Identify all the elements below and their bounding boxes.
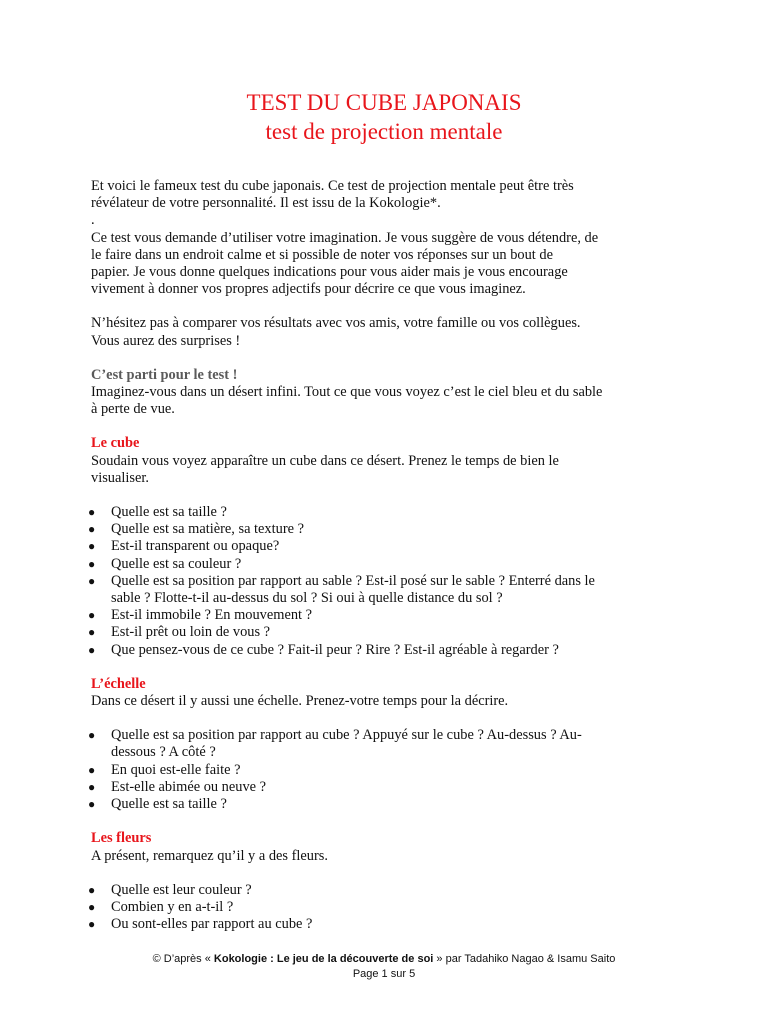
section-heading-start: C’est parti pour le test !	[91, 366, 238, 383]
list-item	[88, 641, 681, 659]
start-line: à perte de vue.	[91, 401, 175, 418]
question-text: Quelle est sa taille ?	[111, 504, 227, 521]
flowers-line: A présent, remarquez qu’il y a des fleurs.	[91, 847, 328, 864]
question-text: Est-il immobile ? En mouvement ?	[111, 607, 313, 624]
cube-line: Soudain vous voyez apparaître un cube dans ce désert. Prenez le temps de bien le	[91, 452, 559, 469]
list-item-continuation	[91, 744, 681, 761]
page-subtitle: test de projection mentale	[265, 119, 503, 144]
bullet-icon: ●	[88, 505, 96, 520]
footer-book-title: Kokologie : Le jeu de la découverte de soi	[213, 953, 434, 965]
question-text: Quelle est sa position par rapport au cube ? Appuyé sur le cube ? Au-dessus ? Au-	[111, 727, 582, 744]
footer-prefix: © D’après «	[152, 953, 214, 965]
intro-line: Ce test vous demande d’utiliser votre imagination. Je vous suggère de vous détendre, de	[91, 229, 599, 246]
list-item	[88, 881, 681, 899]
bullet-icon: ●	[88, 608, 96, 623]
list-item	[88, 778, 681, 796]
cube-line: visualiser.	[91, 469, 149, 486]
question-text: Quelle est sa position par rapport au sable ? Est-il posé sur le sable ? Enterré dans le	[111, 572, 595, 589]
document-body	[88, 178, 681, 933]
page-title: TEST DU CUBE JAPONAIS	[246, 90, 522, 115]
section-heading-cube: Le cube	[91, 435, 140, 452]
bullet-icon: ●	[88, 762, 96, 777]
ladder-line: Dans ce désert il y aussi une échelle. Prenez-votre temps pour la décrire.	[91, 693, 509, 710]
flowers-question-list	[88, 881, 681, 934]
bullet-icon: ●	[88, 539, 96, 554]
question-text: Ou sont-elles par rapport au cube ?	[111, 916, 313, 933]
intro-line: le faire dans un endroit calme et si possible de noter vos réponses sur un bout de	[91, 246, 553, 263]
page-footer	[0, 952, 768, 982]
intro-line: vivement à donner vos propres adjectifs pour décrire ce que vous imaginez.	[91, 281, 526, 298]
bullet-icon: ●	[88, 573, 96, 588]
cube-question-list	[88, 504, 681, 659]
question-text: Quelle est leur couleur ?	[111, 881, 252, 898]
list-item	[88, 916, 681, 933]
list-item-continuation	[91, 590, 681, 607]
question-text: sable ? Flotte-t-il au-dessus du sol ? Si oui à quelle distance du sol ?	[111, 590, 503, 607]
bullet-icon: ●	[88, 522, 96, 537]
footer-credit	[0, 952, 768, 967]
bullet-icon: ●	[88, 917, 96, 932]
intro-line: Et voici le fameux test du cube japonais. Ce test de projection mentale peut être très	[91, 178, 574, 194]
intro-line: révélateur de votre personnalité. Il est issu de la Kokologie*.	[91, 195, 441, 212]
bullet-icon: ●	[88, 882, 96, 897]
bullet-icon: ●	[88, 779, 96, 794]
intro-dot: .	[91, 212, 95, 229]
question-text: Que pensez-vous de ce cube ? Fait-il peur ? Rire ? Est-il agréable à regarder ?	[111, 641, 559, 658]
question-text: Est-il prêt ou loin de vous ?	[111, 624, 271, 641]
list-item	[88, 555, 681, 573]
intro-line: Vous aurez des surprises !	[91, 332, 241, 349]
list-item	[88, 521, 681, 538]
bullet-icon: ●	[88, 642, 96, 657]
intro-line: papier. Je vous donne quelques indications pour vous aider mais je vous encourage	[91, 264, 568, 281]
title-block	[0, 88, 768, 146]
question-text: En quoi est-elle faite ?	[111, 761, 241, 778]
ladder-question-list	[88, 727, 681, 813]
list-item	[88, 796, 681, 813]
question-text: Quelle est sa couleur ?	[111, 555, 242, 572]
question-text: Est-elle abimée ou neuve ?	[111, 778, 267, 795]
section-heading-ladder: L’échelle	[91, 675, 146, 692]
intro-line: N’hésitez pas à comparer vos résultats avec vos amis, votre famille ou vos collègues.	[91, 315, 581, 332]
bullet-icon: ●	[88, 797, 96, 812]
list-item	[88, 727, 681, 744]
bullet-icon: ●	[88, 899, 96, 914]
question-text: Combien y en a-t-il ?	[111, 898, 234, 915]
question-text: dessous ? A côté ?	[111, 744, 216, 761]
footer-suffix: » par Tadahiko Nagao & Isamu Saito	[433, 953, 616, 965]
bullet-icon: ●	[88, 556, 96, 571]
question-text: Quelle est sa taille ?	[111, 796, 227, 813]
list-item	[88, 504, 681, 521]
bullet-icon: ●	[88, 728, 96, 743]
list-item	[88, 761, 681, 779]
list-item	[88, 624, 681, 641]
question-text: Est-il transparent ou opaque?	[111, 538, 280, 555]
section-heading-flowers: Les fleurs	[91, 830, 152, 847]
page-number: Page 1 sur 5	[352, 968, 416, 980]
list-item	[88, 607, 681, 624]
list-item	[88, 572, 681, 590]
start-line: Imaginez-vous dans un désert infini. Tout ce que vous voyez c’est le ciel bleu et du sable	[91, 384, 603, 401]
list-item	[88, 898, 681, 916]
question-text: Quelle est sa matière, sa texture ?	[111, 521, 304, 538]
bullet-icon: ●	[88, 625, 96, 640]
list-item	[88, 538, 681, 555]
